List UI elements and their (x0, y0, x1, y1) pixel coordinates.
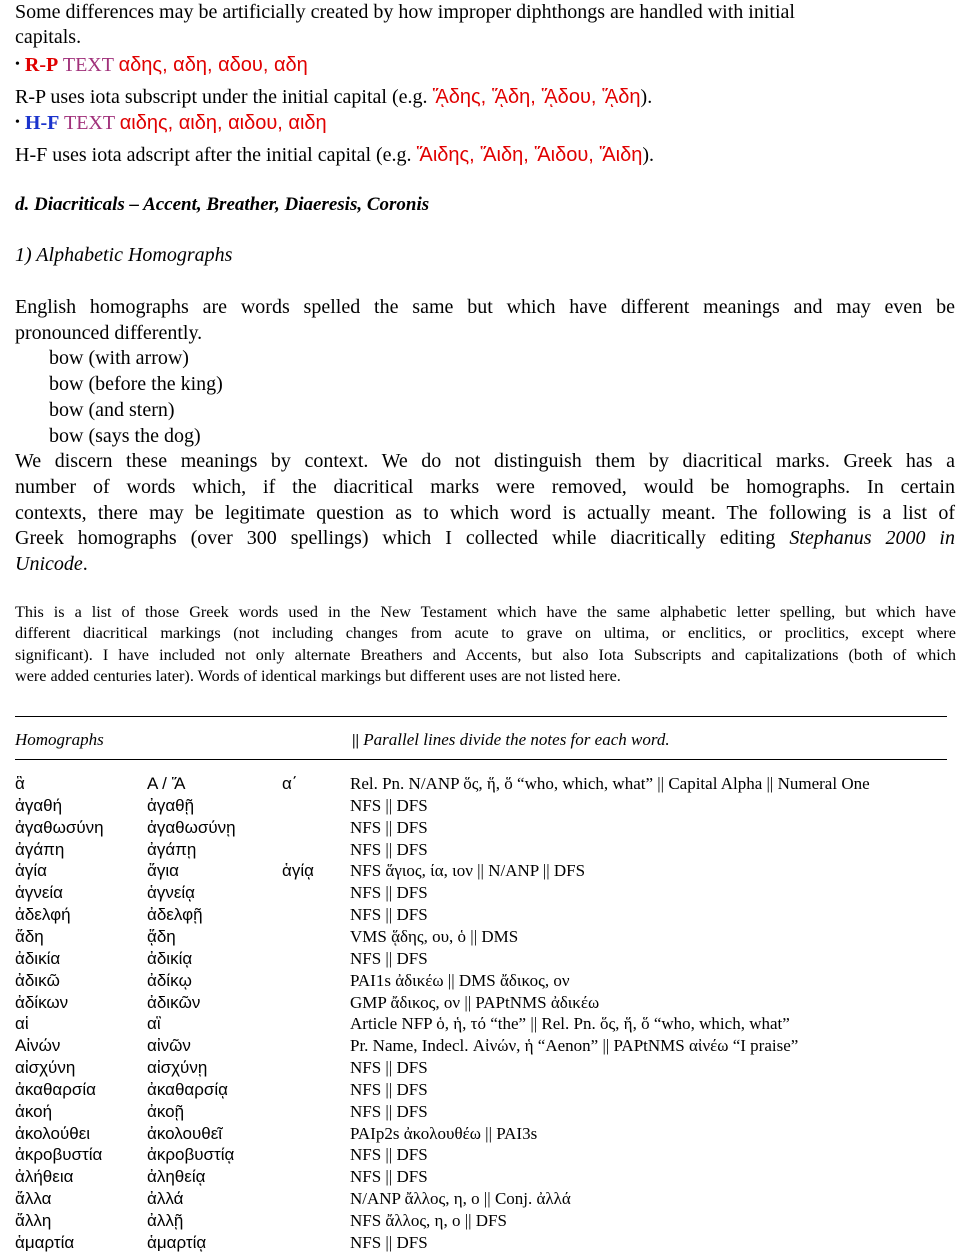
homograph-word-2: ἀδελφῇ (147, 905, 203, 925)
homograph-notes: N/ANP ἄλλος, η, ο || Conj. ἀλλά (350, 1189, 571, 1209)
homograph-notes: PAI1s ἀδικέω || DMS ἄδικος, ον (350, 970, 570, 990)
homograph-word-1: ἀκολούθει (15, 1123, 91, 1143)
example-bow-1: bow (with arrow) (49, 347, 189, 370)
table-row (15, 1013, 955, 1035)
divider-top (15, 716, 947, 717)
homograph-word-2: ἀγαθωσύνῃ (147, 817, 236, 837)
homograph-notes: VMS ᾅδης, ου, ὁ || DMS (350, 926, 519, 946)
homograph-word-1: ἀλήθεια (15, 1167, 74, 1187)
homograph-word-2: αἰνῶν (147, 1036, 191, 1056)
homograph-word-2: ἀκροβυστίᾳ (147, 1145, 235, 1165)
rp-note-line (15, 85, 652, 109)
table-row (15, 1101, 955, 1123)
p2-line-a: We discern these meanings by context. We do not distinguish them by diacritical marks. Greek has a (15, 450, 955, 473)
hf-label: H-F (24, 112, 60, 134)
homograph-notes: Rel. Pn. N/ANP ὅς, ἥ, ὅ “who, which, what” || Capital Alpha || Numeral One (350, 774, 870, 793)
p2-line-b: number of words which, if the diacritical marks were removed, would be homographs. In certain (15, 475, 955, 498)
rp-label: R-P (24, 54, 59, 76)
p3-line-d: were added centuries later). Words of identical markings but different uses are not listed here. (15, 666, 621, 685)
homograph-word-2: ἀλλά (147, 1189, 184, 1209)
p3-line-a: This is a list of those Greek words used in the New Testament which have the same alphabetic letter spelling, but which have (15, 603, 956, 621)
homograph-notes: NFS || DFS (350, 1058, 428, 1078)
homograph-notes: NFS || DFS (350, 795, 428, 815)
homograph-notes: NFS ἅγιος, ία, ιον || N/ANP || DFS (350, 861, 586, 881)
homograph-word-1: ἀγαθωσύνη (15, 817, 104, 837)
homograph-word-1: ἅδη (15, 926, 44, 946)
homograph-notes: NFS || DFS (350, 817, 428, 837)
homograph-word-2: ἀδικῶν (147, 992, 201, 1012)
intro-line-2: capitals. (15, 26, 82, 48)
homograph-word-1: ἀδικία (15, 948, 61, 968)
table-row (15, 992, 955, 1014)
table-row (15, 773, 955, 795)
rp-bullet-line (15, 53, 308, 77)
table-row (15, 1035, 955, 1057)
table-row (15, 795, 955, 817)
header-bars: || (352, 732, 360, 749)
homograph-notes: NFS || DFS (350, 1232, 428, 1252)
homograph-word-2: ἀκολουθεῖ (147, 1123, 223, 1143)
homograph-word-1: ἁγνεία (15, 883, 64, 903)
homograph-notes: Pr. Name, Indecl. Αἰνών, ἡ “Aenon” || PAPtNMS αἰνέω “I praise” (350, 1036, 799, 1056)
table-row (15, 882, 955, 904)
p2-line-e (15, 552, 955, 578)
bullet-icon: • (15, 57, 20, 72)
p3-line-c: significant). I have included not only alternate Breathers and Accents, but also Iota Subscripts and capitalizations (both of which (15, 645, 956, 664)
homograph-word-1: αἰσχύνη (15, 1058, 76, 1078)
homograph-notes: NFS || DFS (350, 839, 428, 859)
section-heading: d. Diacriticals – Accent, Breather, Diaeresis, Coronis (15, 194, 430, 215)
homograph-word-3: α΄ (282, 774, 298, 793)
homograph-word-2: ᾅδη (147, 926, 176, 946)
p2-line-d (15, 526, 955, 552)
table-row (15, 1123, 955, 1145)
homograph-word-2: ἀληθείᾳ (147, 1167, 206, 1187)
example-bow-2: bow (before the king) (49, 373, 223, 396)
hf-note: H-F uses iota adscript after the initial capital (e.g. (15, 144, 412, 166)
homograph-word-1: ἀκοή (15, 1101, 53, 1121)
table-row (15, 904, 955, 926)
table-row (15, 926, 955, 948)
homograph-notes: NFS || DFS (350, 883, 428, 903)
homograph-notes: NFS || DFS (350, 1079, 428, 1099)
table-header-right-wrap (352, 728, 670, 753)
homograph-word-1: ἄλλα (15, 1189, 52, 1209)
homograph-word-2: αἰσχύνῃ (147, 1058, 208, 1078)
table-row (15, 1079, 955, 1101)
homograph-word-2: ἁγνείᾳ (147, 883, 196, 903)
homograph-word-2: αἳ (147, 1014, 161, 1034)
homograph-word-1: ἀκροβυστία (15, 1145, 103, 1165)
homograph-notes: NFS ἄλλος, η, ο || DFS (350, 1211, 507, 1230)
table-header-right: Parallel lines divide the notes for each word. (363, 730, 670, 749)
p2-line-d-text: Greek homographs (over 300 spellings) which I collected while diacritically editing (15, 527, 776, 550)
homograph-word-1: ἀγαθή (15, 795, 63, 815)
paragraph-list-description (15, 602, 956, 687)
section-subheading: 1) Alphabetic Homographs (15, 244, 233, 266)
homograph-notes: NFS || DFS (350, 1145, 428, 1165)
homograph-word-1: ἁμαρτία (15, 1232, 75, 1252)
homograph-word-1: ἀδικῶ (15, 970, 60, 990)
homograph-word-2: ἀλλῇ (147, 1211, 184, 1230)
bullet-icon: • (15, 115, 20, 130)
hf-note-line (15, 143, 654, 167)
homograph-notes: GMP ἄδικος, ον || PAPtNMS ἀδικέω (350, 992, 600, 1012)
hf-greek: αιδης, αιδη, αιδου, αιδη (119, 112, 327, 134)
homograph-word-1: ἀκαθαρσία (15, 1079, 96, 1099)
homograph-notes: NFS || DFS (350, 905, 428, 925)
p1-line-a: English homographs are words spelled the same but which have different meanings and may even be (15, 296, 955, 318)
homograph-word-1: ἄλλη (15, 1211, 52, 1230)
homograph-word-1: ἁγία (15, 861, 47, 881)
homograph-word-1: αἱ (15, 1014, 29, 1034)
hf-bullet-line (15, 111, 327, 135)
homograph-notes: Article NFP ὁ, ἡ, τό “the” || Rel. Pn. ὅς, ἥ, ὅ “who, which, what” (350, 1014, 790, 1034)
example-bow-3: bow (and stern) (49, 398, 175, 421)
table-row (15, 1210, 955, 1232)
homograph-word-2: ἀδικίᾳ (147, 948, 193, 968)
homograph-word-1: ἀδελφή (15, 905, 71, 925)
homograph-word-1: ἀδίκων (15, 992, 69, 1012)
hf-text-label: TEXT (63, 112, 115, 134)
divider-bottom (15, 759, 947, 760)
table-row (15, 1144, 955, 1166)
table-row (15, 860, 955, 882)
table-row (15, 1057, 955, 1079)
rp-examples: ᾍδης, ᾍδη, ᾍδου, ᾍδη (432, 86, 641, 108)
p2-italic-unicode: Unicode (15, 553, 83, 576)
hf-examples: Ἅιδης, Ἅιδη, Ἅιδου, Ἅιδη (416, 144, 643, 166)
homograph-word-2: ἀδίκῳ (147, 970, 192, 990)
homograph-word-2: Α / Ἅ (147, 774, 186, 793)
homograph-word-1: Αἰνών (15, 1036, 61, 1056)
rp-greek: αδης, αδη, αδου, αδη (118, 54, 308, 76)
homograph-notes: NFS || DFS (350, 1101, 428, 1121)
p1-line-b: pronounced differently. (15, 321, 203, 344)
rp-text-label: TEXT (62, 54, 114, 76)
homograph-word-2: ἀγάπῃ (147, 839, 197, 859)
homograph-word-1: ἃ (15, 774, 25, 793)
hf-end: ). (642, 144, 655, 166)
table-row (15, 839, 955, 861)
p2-line-c: contexts, there may be legitimate question as to which word is actually meant. The following is a list of (15, 501, 955, 524)
table-header-left: Homographs (15, 730, 104, 749)
rp-note: R-P uses iota subscript under the initial capital (e.g. (15, 86, 428, 108)
intro-line-1: Some differences may be artificially created by how improper diphthongs are handled with initial (15, 1, 795, 23)
homograph-word-2: ἀκοῇ (147, 1101, 185, 1121)
homograph-word-2: ἁμαρτίᾳ (147, 1232, 207, 1252)
table-row (15, 1232, 955, 1254)
paragraph-homographs (15, 295, 955, 578)
homograph-notes: NFS || DFS (350, 948, 428, 968)
example-bow-4: bow (says the dog) (49, 424, 201, 447)
homograph-word-2: ἀγαθῇ (147, 795, 195, 815)
table-row (15, 970, 955, 992)
homograph-word-2: ἀκαθαρσίᾳ (147, 1079, 228, 1099)
table-row (15, 948, 955, 970)
p2-italic-title: Stephanus 2000 in (789, 527, 955, 550)
homograph-notes: PAIp2s ἀκολουθέω || PAI3s (350, 1123, 538, 1143)
table-row (15, 817, 955, 839)
p2-line-e-end: . (82, 553, 88, 576)
p3-line-b: different diacritical markings (not including changes from acute to grave on ultima, or enclitics, or proclitics, except where (15, 624, 956, 643)
homograph-word-2: ἅγια (147, 861, 179, 881)
table-row (15, 1166, 955, 1188)
rp-end: ). (640, 86, 653, 108)
homograph-word-1: ἀγάπη (15, 839, 65, 859)
homograph-notes: NFS || DFS (350, 1167, 428, 1187)
table-row (15, 1188, 955, 1210)
homograph-word-3: ἁγίᾳ (282, 861, 314, 881)
